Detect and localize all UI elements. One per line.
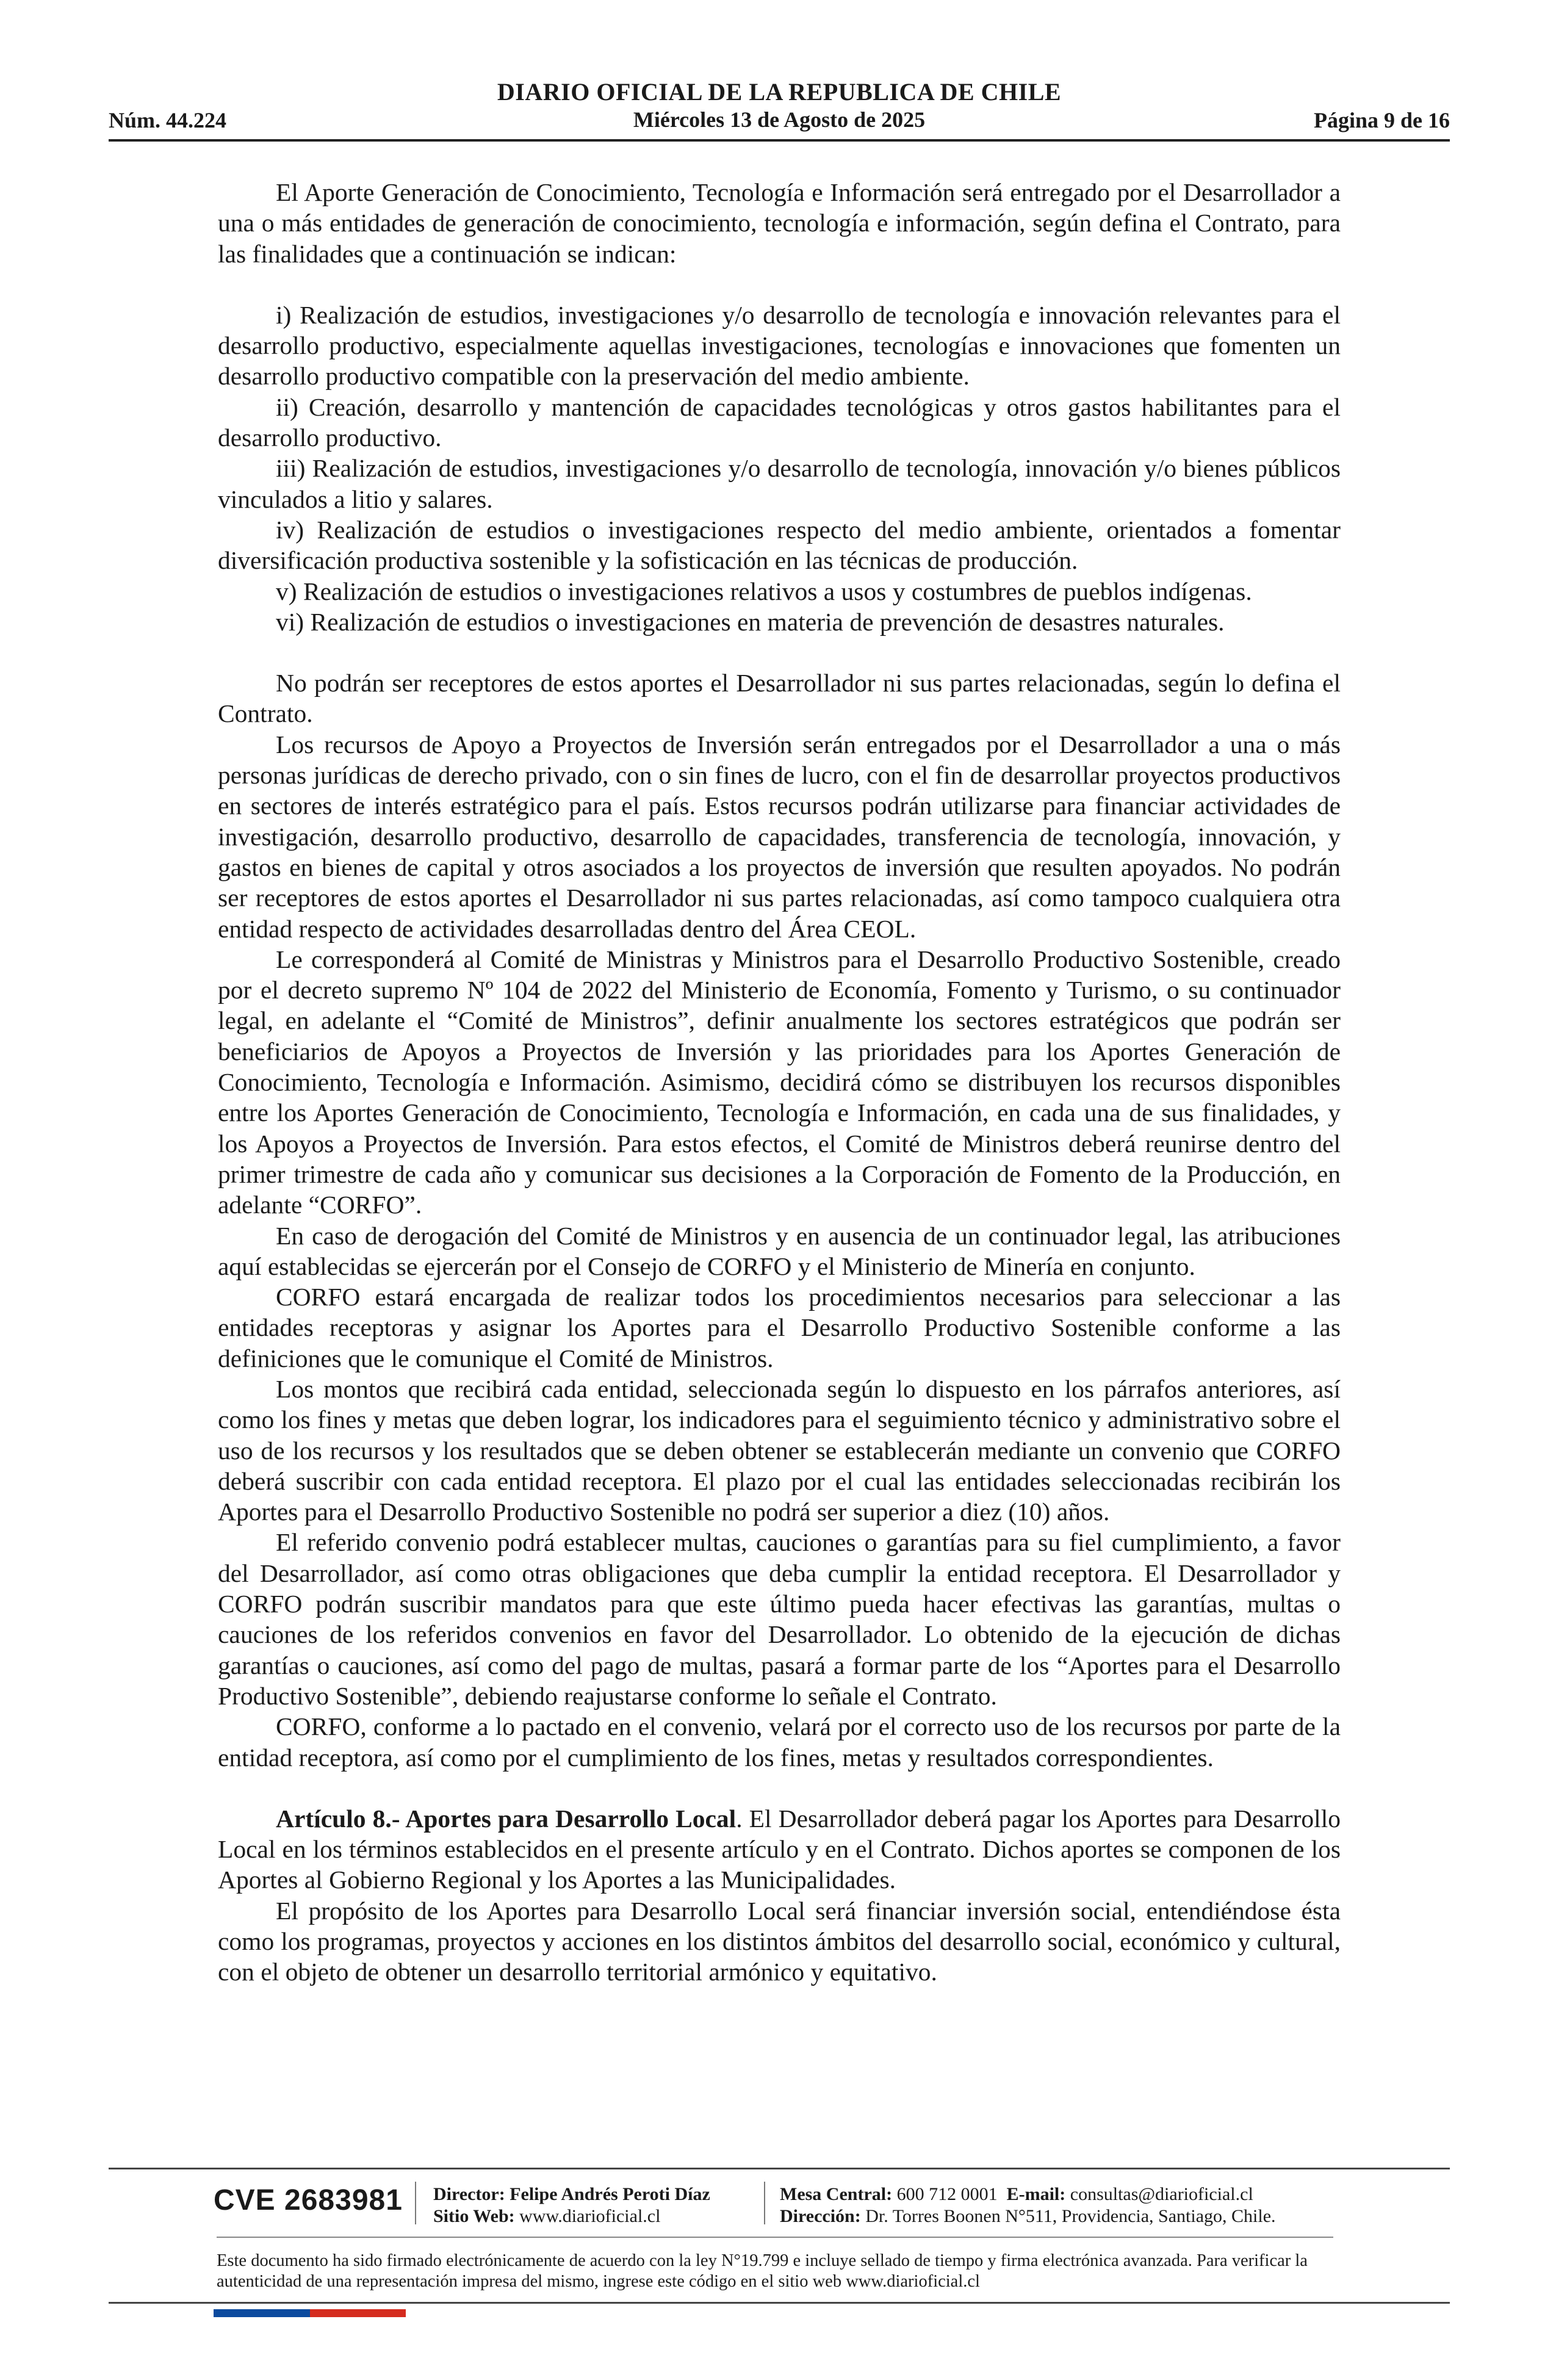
list-item: ii) Creación, desarrollo y mantención de capacidades tecnológicas y otros gastos habilitantes para el desarrollo productivo. (218, 392, 1341, 452)
paragraph: El Aporte Generación de Conocimiento, Tecnología e Información será entregado por el Desarrollador a una o más entidades de generación de conocimiento, tecnología e información, según defina el Contrato, para las finalidades que a continuación se indican: (218, 178, 1341, 268)
paragraph: En caso de derogación del Comité de Ministros y en ausencia de un continuador legal, las atribuciones aquí establecidas se ejercerán por el Consejo de CORFO y el Ministerio de Minería en conjunto. (218, 1221, 1341, 1280)
paragraph: Los recursos de Apoyo a Proyectos de Inversión serán entregados por el Desarrollador a una o más personas jurídicas de derecho privado, con o sin fines de lucro, con el fin de desarrollar proyectos productivos en sectores de interés estratégico para el país. Estos recursos podrán utilizarse para financiar actividades de investigación, desarrollo productivo, desarrollo de capacidades, transferencia de tecnología, innovación, y gastos en bienes de capital y otros asociados a los proyectos de inversión que resulten apoyados. No podrán ser receptores de estos aportes el Desarrollador ni sus partes relacionadas, así como tampoco cualquiera otra entidad respecto de actividades desarrolladas dentro del Área CEOL. (218, 730, 1341, 943)
website-link[interactable]: www.diarioficial.cl (519, 2206, 661, 2226)
list-item: i) Realización de estudios, investigaciones y/o desarrollo de tecnología e innovación relevantes para el desarrollo productivo, especialmente aquellas investigaciones, tecnologías e innovaciones que fomenten un desarrollo productivo compatible con la preservación del medio ambiente. (218, 300, 1341, 391)
web-label: Sitio Web: (433, 2206, 515, 2226)
document-body (218, 177, 1341, 1988)
director-label: Director: (433, 2184, 505, 2204)
email-link[interactable]: consultas@diarioficial.cl (1070, 2184, 1253, 2204)
flag-bar (214, 2309, 406, 2317)
footer-divider (109, 2302, 1450, 2304)
cve-code: CVE 2683981 (214, 2184, 403, 2216)
paragraph: Le corresponderá al Comité de Ministras y Ministros para el Desarrollo Productivo Sostenible, creado por el decreto supremo Nº 104 de 2022 del Ministerio de Economía, Fomento y Turismo, o su continuador legal, en adelante el “Comité de Ministros”, definir anualmente los sectores estratégicos que podrán ser beneficiarios de Apoyos a Proyectos de Inversión y las prioridades para los Aportes Generación de Conocimiento, Tecnología e Información. Asimismo, decidirá cómo se distribuyen los recursos disponibles entre los Aportes Generación de Conocimiento, Tecnología e Información, en cada una de sus finalidades, y los Apoyos a Proyectos de Inversión. Para estos efectos, el Comité de Ministros deberá reunirse dentro del primer trimestre de cada año y comunicar sus decisiones a la Corporación de Fomento de la Producción, en adelante “CORFO”. (218, 945, 1341, 1219)
flag-red-segment (310, 2309, 406, 2317)
footer-divider (109, 2168, 1450, 2169)
footer-separator (415, 2182, 416, 2224)
legal-notice: Este documento ha sido firmado electrónicamente de acuerdo con la ley N°19.799 e incluye sellado de tiempo y firma electrónica avanzada. Para verificar la autenticidad de una representación impresa del mismo, ingrese este código en el sitio web www.diarioficial.cl (217, 2251, 1308, 2291)
page-header (109, 78, 1450, 142)
list-item: vi) Realización de estudios o investigaciones en materia de prevención de desastres naturales. (276, 607, 1225, 636)
newspaper-title: DIARIO OFICIAL DE LA REPUBLICA DE CHILE (497, 78, 1062, 106)
phone-label: Mesa Central: (780, 2184, 893, 2204)
issue-date: Miércoles 13 de Agosto de 2025 (633, 107, 926, 132)
paragraph: CORFO, conforme a lo pactado en el convenio, velará por el correcto uso de los recursos por parte de la entidad receptora, así como por el cumplimiento de los fines, metas y resultados correspondientes. (218, 1712, 1341, 1772)
address-label: Dirección: (780, 2206, 861, 2226)
paragraph: El referido convenio podrá establecer multas, cauciones o garantías para su fiel cumplimiento, a favor del Desarrollador, así como otras obligaciones que deba cumplir la entidad receptora. El Desarrollador y CORFO podrán suscribir mandatos para que este último pueda hacer efectivas las garantías, multas o cauciones de los referidos convenios en favor del Desarrollador. Lo obtenido de la ejecución de dichas garantías o cauciones, así como del pago de multas, pasará a formar parte de los “Aportes para el Desarrollo Productivo Sostenible”, debiendo reajustarse conforme lo señale el Contrato. (218, 1528, 1341, 1710)
article-8-paragraph (218, 1803, 1341, 1895)
article-text: . El Desarrollador deberá pagar los Aportes para Desarrollo Local en los términos establecidos en el presente artículo y en el Contrato. Dichos aportes se componen de los Aportes al Gobierno Regional y los Aportes a las Municipalidades. (218, 1804, 1341, 1894)
article-heading: Artículo 8.- Aportes para Desarrollo Local (276, 1804, 737, 1833)
director-info (433, 2183, 710, 2227)
paragraph: CORFO estará encargada de realizar todos los procedimientos necesarios para seleccionar a las entidades receptoras y asignar los Aportes para el Desarrollo Productivo Sostenible conforme a las definiciones que le comunique el Comité de Ministros. (218, 1283, 1341, 1372)
footer-separator (764, 2182, 765, 2224)
list-item: iii) Realización de estudios, investigaciones y/o desarrollo de tecnología, innovación y/o bienes públicos vinculados a litio y salares. (218, 454, 1341, 513)
list-item: iv) Realización de estudios o investigaciones respecto del medio ambiente, orientados a fomentar diversificación productiva sostenible y la sofisticación en las técnicas de producción. (218, 515, 1341, 575)
list-item: v) Realización de estudios o investigaciones relativos a usos y costumbres de pueblos indígenas. (276, 577, 1252, 605)
flag-blue-segment (214, 2309, 310, 2317)
paragraph: El propósito de los Aportes para Desarrollo Local será financiar inversión social, entendiéndose ésta como los programas, proyectos y acciones en los distintos ámbitos del desarrollo social, económico y cultural, con el objeto de obtener un desarrollo territorial armónico y equitativo. (218, 1896, 1341, 1986)
masthead (109, 78, 1450, 133)
issue-number: Núm. 44.224 (109, 108, 227, 132)
phone-number: 600 712 0001 (896, 2184, 998, 2204)
contact-info (780, 2183, 1276, 2227)
paragraph: Los montos que recibirá cada entidad, seleccionada según lo dispuesto en los párrafos anteriores, así como los fines y metas que deben lograr, los indicadores para el seguimiento técnico y administrativo sobre el uso de los recursos y los resultados que se deben obtener se establecerán mediante un convenio que CORFO deberá suscribir con cada entidad receptora. El plazo por el cual las entidades seleccionadas recibirán los Aportes para el Desarrollo Productivo Sostenible no podrá ser superior a diez (10) años. (218, 1374, 1341, 1526)
director-name: Felipe Andrés Peroti Díaz (510, 2184, 710, 2204)
email-label: E-mail: (1006, 2184, 1066, 2204)
page-indicator: Página 9 de 16 (1313, 108, 1450, 132)
footer-divider (217, 2237, 1333, 2238)
paragraph: No podrán ser receptores de estos aportes el Desarrollador ni sus partes relacionadas, según lo defina el Contrato. (218, 669, 1341, 728)
address: Dr. Torres Boonen N°511, Providencia, Santiago, Chile. (865, 2206, 1276, 2226)
